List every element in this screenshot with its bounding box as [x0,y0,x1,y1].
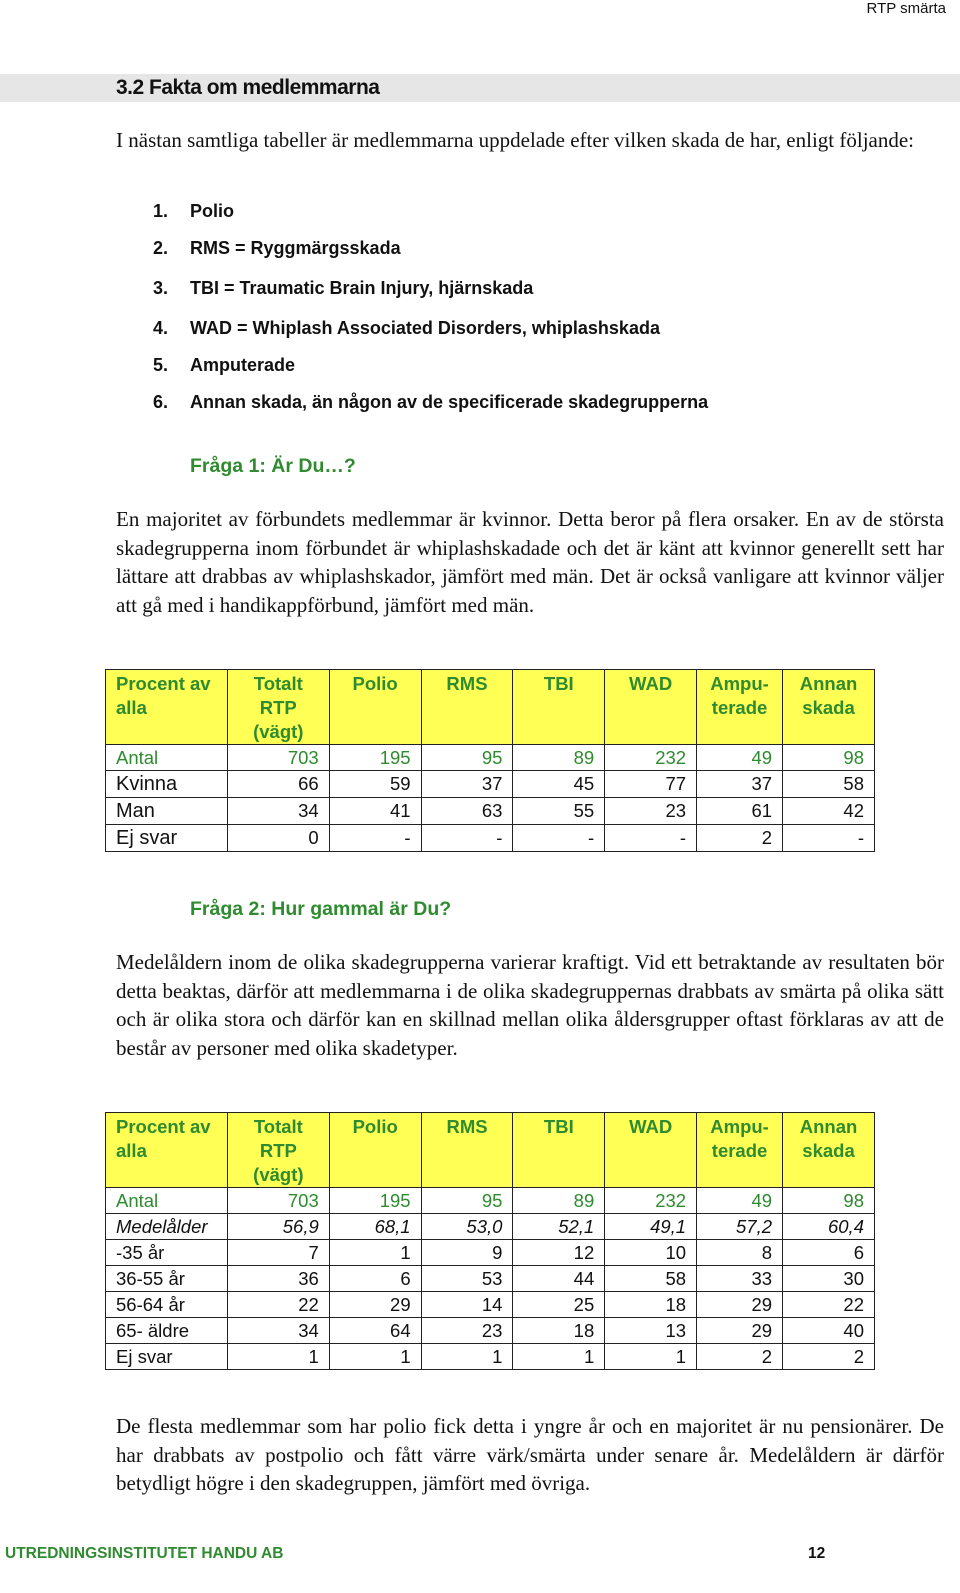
table-row [106,1240,875,1266]
list-item-text: Annan skada, än någon av de specificerade skadegrupperna [190,392,709,412]
table-cell: 22 [227,1292,329,1318]
table-header-cell: TBI [513,1113,605,1188]
table-cell: 89 [513,1188,605,1214]
list-item [153,201,234,222]
table-cell: 49 [697,1188,783,1214]
list-item-number: 1. [153,201,169,221]
table-cell: 33 [697,1266,783,1292]
table-row-antal [106,1188,875,1214]
table-cell: - [513,825,605,852]
table-cell: 41 [329,798,421,825]
table-row-antal [106,745,875,771]
table-cell: 0 [227,825,329,852]
table-header-cell: Ampu- terade [697,670,783,745]
table-header-cell: Ampu- terade [697,1113,783,1188]
list-item-number: 3. [153,278,169,298]
table-cell: - [605,825,697,852]
table-cell: Medelålder [106,1214,228,1240]
table-header-cell: WAD [605,1113,697,1188]
table-cell: 23 [605,798,697,825]
table-cell: 23 [421,1318,513,1344]
table-cell: 44 [513,1266,605,1292]
table-cell: 98 [783,1188,875,1214]
table-header-cell: Annan skada [783,1113,875,1188]
table-cell: 195 [329,745,421,771]
table-cell: 37 [697,771,783,798]
table-row [106,798,875,825]
table-cell: - [783,825,875,852]
table-cell: 18 [605,1292,697,1318]
table-cell: 57,2 [697,1214,783,1240]
table-header-cell: Procent av alla [106,670,228,745]
table-header-cell: Annan skada [783,670,875,745]
table-cell: 36-55 år [106,1266,228,1292]
table-cell: 18 [513,1318,605,1344]
table-row [106,771,875,798]
list-item [153,355,295,376]
table-cell: 1 [421,1344,513,1370]
question-2-title: Fråga 2: Hur gammal är Du? [190,898,452,920]
list-item [153,392,708,413]
table-cell: Ej svar [106,1344,228,1370]
table-cell: 1 [513,1344,605,1370]
table-cell: 30 [783,1266,875,1292]
section-title: 3.2 Fakta om medlemmarna [116,76,380,99]
table-cell: 703 [227,745,329,771]
table-cell: 6 [329,1266,421,1292]
table-header-row [106,1113,875,1188]
list-item-number: 2. [153,238,169,258]
table-header-cell: Totalt RTP (vägt) [227,670,329,745]
intro-paragraph: I nästan samtliga tabeller är medlemmarna uppdelade efter vilken skada de har, enligt följande: [116,128,914,152]
table-cell: 1 [329,1344,421,1370]
table-cell: 65- äldre [106,1318,228,1344]
table-row [106,825,875,852]
table-header-cell: WAD [605,670,697,745]
question-1-title: Fråga 1: Är Du…? [190,455,356,477]
table-cell: 703 [227,1188,329,1214]
table-row [106,1266,875,1292]
table-cell: 49 [697,745,783,771]
running-header: RTP smärta [866,0,946,17]
table-cell: 60,4 [783,1214,875,1240]
list-item-text: Amputerade [190,355,296,375]
list-item-text: TBI = Traumatic Brain Injury, hjärnskada [190,278,534,298]
table-cell: 2 [783,1344,875,1370]
table-cell: 59 [329,771,421,798]
table-cell: 36 [227,1266,329,1292]
table-header-cell: Polio [329,670,421,745]
table-cell: 64 [329,1318,421,1344]
table-cell: 53 [421,1266,513,1292]
table-cell: 2 [697,1344,783,1370]
table-cell: 14 [421,1292,513,1318]
table-cell: 1 [227,1344,329,1370]
table-header-cell: Totalt RTP (vägt) [227,1113,329,1188]
list-item [153,318,660,339]
table-cell: 42 [783,798,875,825]
table-cell: 40 [783,1318,875,1344]
table-row [106,1318,875,1344]
table-header-cell: RMS [421,1113,513,1188]
table-cell: 56,9 [227,1214,329,1240]
list-item-text: Polio [190,201,234,221]
table-cell: 232 [605,1188,697,1214]
list-item-text: RMS = Ryggmärgsskada [190,238,401,258]
table-row-medelalder [106,1214,875,1240]
table-cell: 7 [227,1240,329,1266]
footer-organization: UTREDNINGSINSTITUTET HANDU AB [5,1545,284,1562]
table-cell: 58 [783,771,875,798]
table-row [106,1344,875,1370]
table-header-row [106,670,875,745]
table-cell: 6 [783,1240,875,1266]
list-item [153,278,533,299]
table-cell: 25 [513,1292,605,1318]
table-cell: 52,1 [513,1214,605,1240]
table-cell: 77 [605,771,697,798]
question-2-paragraph: Medelåldern inom de olika skadegrupperna varierar kraftigt. Vid ett betraktande av resultaten bör detta beaktas, därför att medlemmarna i de olika skadegruppernas drabbats av smärta på olika sätt och är olika stora och därför kan en skillnad mellan olika åldersgrupper oftast förklaras av att de består av personer med olika skadetyper. [116,950,944,1060]
table-cell: 22 [783,1292,875,1318]
age-table [105,1112,875,1370]
table-cell: 95 [421,745,513,771]
list-item-number: 4. [153,318,169,338]
table-cell: 29 [329,1292,421,1318]
table-cell: 61 [697,798,783,825]
table-cell: 1 [605,1344,697,1370]
table-row [106,1292,875,1318]
table-cell: - [329,825,421,852]
table-cell: 29 [697,1318,783,1344]
table-header-cell: Procent av alla [106,1113,228,1188]
table-cell: 53,0 [421,1214,513,1240]
table-cell: 45 [513,771,605,798]
table-cell: 37 [421,771,513,798]
table-cell: 1 [329,1240,421,1266]
table-cell: 89 [513,745,605,771]
table-cell: 63 [421,798,513,825]
table-cell: 66 [227,771,329,798]
table-cell: 8 [697,1240,783,1266]
page-number: 12 [808,1545,826,1562]
table-header-cell: TBI [513,670,605,745]
table-header-cell: Polio [329,1113,421,1188]
question-1-paragraph: En majoritet av förbundets medlemmar är kvinnor. Detta beror på flera orsaker. En av de största skadegrupperna inom förbundet är whiplashskadade och det är känt att kvinnor generellt sett har lättare att drabbas av whiplashskador, jämfört med män. Det är också vanligare att kvinnor väljer att gå med i handikappförbund, jämfört med män. [116,507,944,617]
table-cell: 34 [227,798,329,825]
table-cell: 195 [329,1188,421,1214]
table-cell: 10 [605,1240,697,1266]
table-cell: 9 [421,1240,513,1266]
table-cell: 58 [605,1266,697,1292]
table-cell: -35 år [106,1240,228,1266]
table-cell: 98 [783,745,875,771]
table-cell: - [421,825,513,852]
table-cell: 56-64 år [106,1292,228,1318]
list-item-number: 6. [153,392,169,412]
table-cell: 55 [513,798,605,825]
table-cell: 13 [605,1318,697,1344]
list-item [153,238,401,259]
list-item-text: WAD = Whiplash Associated Disorders, whiplashskada [190,318,660,338]
table-cell: Antal [106,1188,228,1214]
table-cell: 49,1 [605,1214,697,1240]
table-cell: 12 [513,1240,605,1266]
table-cell: Kvinna [106,771,228,798]
table-cell: 29 [697,1292,783,1318]
table-cell: Ej svar [106,825,228,852]
table-cell: 2 [697,825,783,852]
gender-table [105,669,875,852]
table-cell: 232 [605,745,697,771]
table-cell: 34 [227,1318,329,1344]
table-cell: 95 [421,1188,513,1214]
table-header-cell: RMS [421,670,513,745]
table-cell: 68,1 [329,1214,421,1240]
table-cell: Man [106,798,228,825]
closing-paragraph: De flesta medlemmar som har polio fick detta i yngre år och en majoritet är nu pensionärer. De har drabbats av postpolio och fått värre värk/smärta under senare år. Medelåldern är därför betydligt högre i den skadegruppen, jämfört med övriga. [116,1414,944,1495]
table-cell: Antal [106,745,228,771]
list-item-number: 5. [153,355,169,375]
